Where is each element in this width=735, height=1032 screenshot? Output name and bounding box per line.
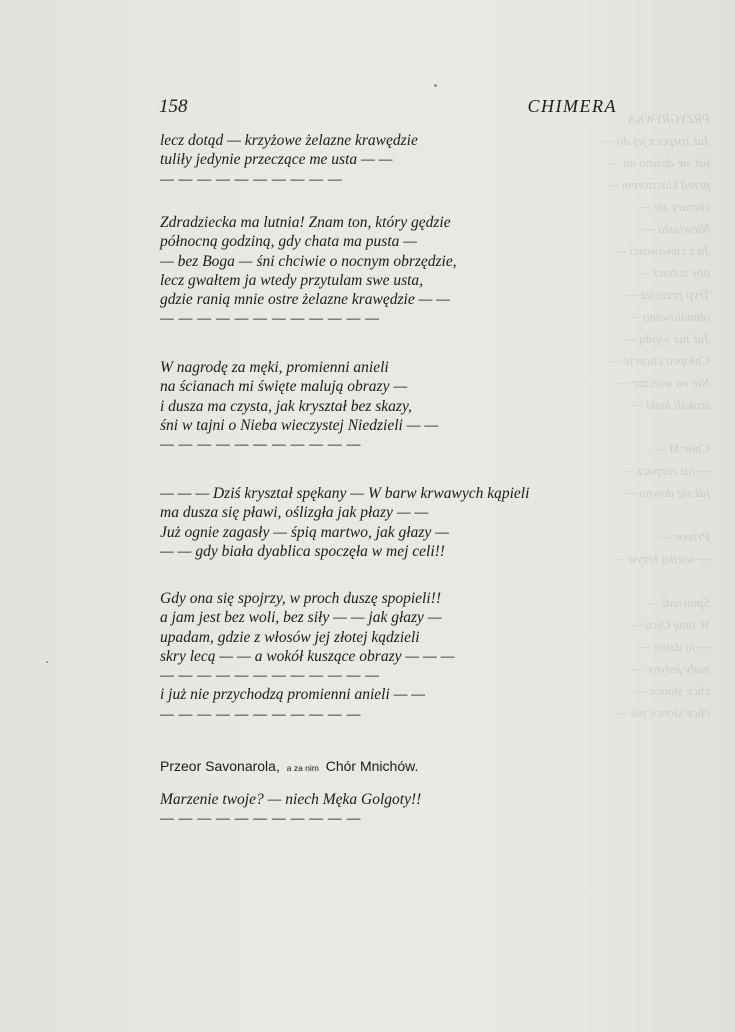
- bleed-through-line: Ja z ciekawości —: [614, 243, 710, 258]
- bleed-through-line: — już rozpacz —: [621, 463, 710, 478]
- page-header: [159, 96, 617, 120]
- verse-line: — — gdy biała dyablica spoczęła w mej celi!!: [160, 542, 445, 560]
- dash-line: — — — — — — — — — — — —: [160, 667, 380, 685]
- verse-line: Gdy ona się spojrzy, w proch duszę spopieli!!: [160, 590, 441, 607]
- dash-line: — — — — — — — — — — — —: [160, 310, 380, 328]
- bleed-through-line: Nie na wieczor —: [617, 375, 710, 390]
- verse-line: skry lecą — — a wokół kuszące obrazy — — —: [160, 647, 455, 665]
- paper-speck: [434, 84, 437, 87]
- bleed-through-line: PRZYGRYWKA: [627, 111, 710, 126]
- bleed-through-line: szukali łaski —: [631, 397, 710, 412]
- bleed-through-line: Już rozpacz jej do —: [602, 133, 710, 148]
- stanza-4: [160, 484, 630, 561]
- verse-line: Już ognie zagasły — śpią martwo, jak głazy —: [160, 523, 449, 541]
- bleed-through-line: obmalowano —: [628, 309, 710, 324]
- dash-line: — — — — — — — — — — —: [160, 705, 361, 723]
- bleed-through-line: W imię Ojca —: [630, 617, 710, 632]
- bleed-through-line: Chór M —: [654, 441, 710, 456]
- speaker-chorus: Chór Mnichów.: [325, 758, 419, 774]
- bleed-through-line: Niewiasta —: [643, 221, 710, 236]
- verse-line: północną godziną, gdy chata ma pusta —: [160, 233, 418, 251]
- speaker-direction: [160, 758, 418, 774]
- speaker-connector: a za nim: [286, 763, 319, 773]
- dash-line: — — — — — — — — — — —: [160, 436, 361, 454]
- bleed-through-line: chce słonce nie —: [615, 705, 710, 720]
- bleed-through-line: — wielką krzyw —: [612, 551, 710, 566]
- bleed-through-line: już się dawno —: [624, 485, 710, 500]
- dash-line: — — — — — — — — — — —: [160, 810, 361, 828]
- verse-line: ma dusza się pławi, oślizgła jak płazy — —: [160, 504, 429, 522]
- page-number: 158: [159, 96, 188, 117]
- verse-line: śni w tajni o Nieba wieczystej Niedzieli — —: [160, 416, 439, 434]
- verse-line: gdzie ranią mnie ostre żelazne krawędzie — —: [160, 291, 451, 309]
- stanza-1: [160, 131, 630, 189]
- paper-speck: [46, 661, 48, 663]
- verse-line: — bez Boga — śni chciwie o nocnym obrzędzie,: [160, 252, 457, 270]
- bleed-through-line: aby zobacz —: [637, 265, 710, 280]
- verse-line: Marzenie twoje? — niech Męka Golgoty!!: [160, 791, 422, 808]
- verse-line: tuliły jedynie przeczące me usta — —: [160, 151, 393, 169]
- stanza-2: [160, 213, 630, 329]
- bleed-through-line: Już nie wyjdą —: [624, 331, 710, 346]
- stanza-3: [160, 358, 630, 454]
- verse-line: Zdradziecka ma lutnia! Znam ton, który gędzie: [160, 214, 451, 231]
- verse-line: upadam, gdzie z włosów jej złotej kądzieli: [160, 628, 420, 646]
- bleed-through-line: przed klasztorem —: [607, 177, 710, 192]
- stanza-5: [160, 589, 630, 724]
- verse-line: a jam jest bez woli, bez siły — — jak głazy —: [160, 609, 442, 627]
- verse-line: i dusza ma czysta, jak kryształ bez skazy,: [160, 397, 412, 415]
- bleed-through-line: chce słonce —: [634, 683, 710, 698]
- verse-line: lecz gwałtem ja wtedy przytulam swe usta,: [160, 271, 424, 289]
- verse-line: — — — Dziś kryształ spękany — W barw krwawych kąpieli: [160, 485, 530, 502]
- bleed-through-line: już się dawno na —: [608, 155, 710, 170]
- verse-line: W nagrodę za męki, promienni anieli: [160, 359, 389, 376]
- bleed-through-line: chmury złe —: [638, 199, 710, 214]
- closing-stanza: [160, 790, 630, 829]
- bleed-through-line: Przeor —: [659, 529, 710, 544]
- verse-line: i już nie przychodzą promienni anieli — —: [160, 686, 426, 704]
- running-title: CHIMERA: [527, 96, 617, 116]
- verse-line: na ścianach mi święte malują obrazy —: [160, 378, 408, 396]
- bleed-through-line: Spowiedź —: [646, 595, 710, 610]
- speaker-name: Przeor Savonarola,: [160, 758, 280, 774]
- bleed-through-line: — ja dzień —: [639, 639, 710, 654]
- bleed-through-line: mały jedyny —: [632, 661, 710, 676]
- verse-line: lecz dotąd — krzyżowe żelazne krawędzie: [160, 132, 418, 149]
- bleed-through-line: Tryp przecież —: [625, 287, 710, 302]
- bleed-through-line: Chłopca chcecie —: [608, 353, 710, 368]
- dash-line: — — — — — — — — — —: [160, 170, 343, 188]
